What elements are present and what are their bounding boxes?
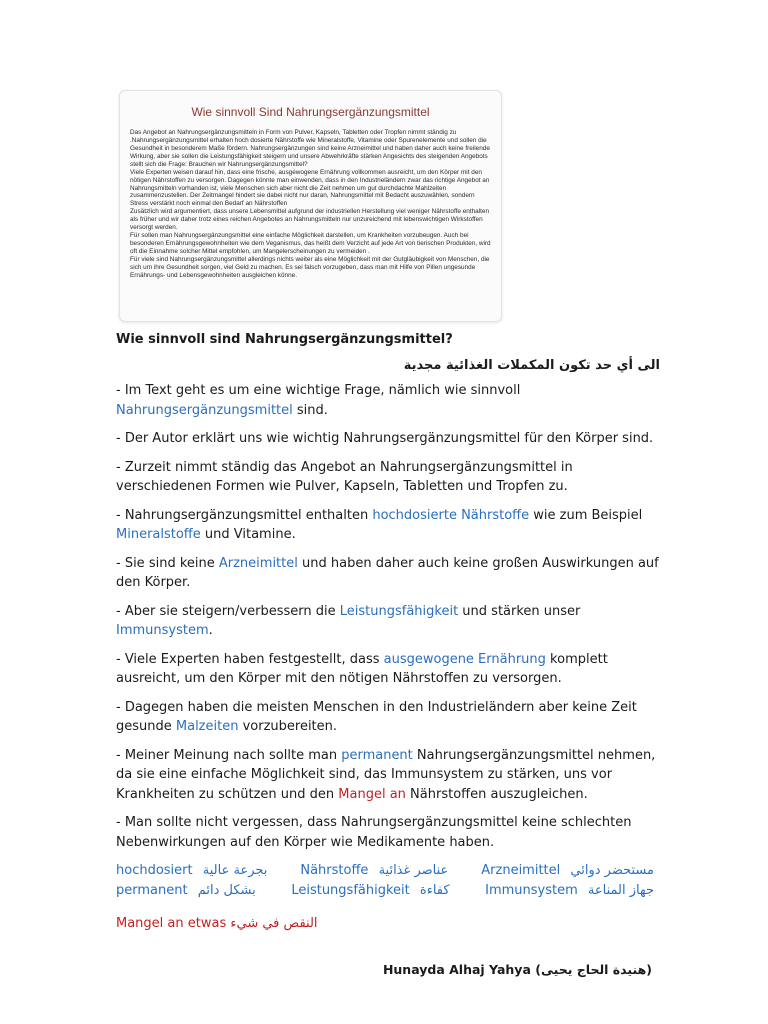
summary-paragraph xyxy=(116,698,660,737)
scan-title: Wie sinnvoll Sind Nahrungsergänzungsmittel xyxy=(191,105,430,119)
author-signature: Hunayda Alhaj Yahya (هنيدة الحاج يحيى) xyxy=(382,962,652,977)
vocabulary-item xyxy=(481,861,660,881)
vocabulary-german: Mangel an etwas xyxy=(116,916,227,931)
document-heading-arabic: الى أي حد تكون المكملات الغذائية مجدية xyxy=(403,357,660,373)
summary-paragraphs xyxy=(116,381,660,852)
scan-paragraph: Für sollen man Nahrungsergänzungsmittel eine einfache Möglichkeit darstellen, um Krankheiten vorzubeugen. Auch bei besonderen Ernährungsgewohnheiten wie dem Veganismus, das heißt dem Verzicht auf jede Art von tierischen Produkten, wird oft die Einnahme solcher Mittel empfohlen, um Mangelerscheinungen zu vermeiden . xyxy=(130,232,491,256)
summary-paragraph xyxy=(116,554,660,593)
highlighted-term: Leistungsfähigkeit xyxy=(339,603,459,619)
paragraph-text: - Man sollte nicht vergessen, dass Nahrungsergänzungsmittel keine schlechten Nebenwirkungen auf den Körper wie Medikamente haben. xyxy=(116,815,632,850)
vocabulary-row xyxy=(116,881,660,901)
paragraph-text: vorzubereiten. xyxy=(238,719,338,734)
summary-paragraph xyxy=(116,429,660,449)
vocabulary-item xyxy=(485,881,660,901)
vocabulary-item xyxy=(116,861,273,881)
vocabulary-row xyxy=(116,861,660,881)
scan-paragraph: Zusätzlich wird argumentiert, dass unsere Lebensmittel aufgrund der industriellen Herstellung viel weniger Nährstoffe enthalten als früher und wir daher trotz eines reichen Angebotes an Nahrungsmitteln nur unzureichend mit lebenswichtigen Wirkstoffen versorgt werden. xyxy=(130,208,490,232)
paragraph-text: . xyxy=(208,623,213,638)
paragraph-text: - Dagegen haben die meisten Menschen in den Industrieländern aber keine Zeit gesunde xyxy=(116,699,637,734)
highlighted-term: Malzeiten xyxy=(175,719,239,734)
highlighted-term: Immunsystem xyxy=(116,623,209,638)
paragraph-text: - Im Text geht es um eine wichtige Frage, nämlich wie sinnvoll xyxy=(116,383,521,398)
vocabulary-german: Nährstoffe xyxy=(300,863,369,878)
summary-paragraph xyxy=(116,506,660,545)
vocabulary-arabic: كفاءة xyxy=(419,882,450,898)
vocabulary-arabic: النقص في شيء xyxy=(230,916,318,931)
vocabulary-list xyxy=(116,861,660,934)
paragraph-text: - Aber sie steigern/verbessern die xyxy=(116,603,340,619)
vocabulary-german: Immunsystem xyxy=(485,882,578,898)
scan-paragraph: Viele Experten weisen darauf hin, dass eine frische, ausgewogene Ernährung vollkommen ausreicht, um den Körper mit den nötigen Nährstoffen zu versorgen. Dagegen könnte man einwenden, dass in den Industrieländern zwar das richtige Angebot an Nahrungsmitteln vorhanden ist, viele Menschen sich aber nicht die Zeit nehmen um gut durchdachte Mahlzeiten zusammenzustellen. Der Zeitmangel hindert sie dabei nicht nur daran, Nahrungsmittel mit Bedacht auszuwählen, sondern Stress verstärkt noch einmal den Bedarf an Nährstoffen xyxy=(130,168,490,208)
document-body xyxy=(116,330,660,934)
vocabulary-arabic: عناصر غذائية xyxy=(378,863,449,878)
paragraph-text: - Meiner Meinung nach sollte man xyxy=(116,747,342,763)
paragraph-text: Nährstoffen auszugleichen. xyxy=(405,786,588,802)
vocabulary-item xyxy=(291,881,455,901)
vocabulary-german: permanent xyxy=(116,882,188,898)
highlighted-term: permanent xyxy=(341,747,413,763)
vocabulary-german: Arzneimittel xyxy=(481,863,561,878)
paragraph-text: - Nahrungsergänzungsmittel enthalten xyxy=(116,507,373,523)
paragraph-text: und stärken unser xyxy=(458,603,581,619)
scan-paragraph: Für viele sind Nahrungsergänzungsmittel allerdings nichts weiter als eine Möglichkeit mit der Gutgläubigkeit von Menschen, die sich um ihre Gesundheit sorgen, viel Geld zu machen. Es sei falsch vorzugeben, dass man mit Hilfe von Pillen ungesunde Ernährungs- und Lebensgewohnheiten ausgleichen könne. xyxy=(130,256,490,280)
scan-body xyxy=(130,129,492,280)
highlighted-term: hochdosierte Nährstoffe xyxy=(372,507,530,523)
paragraph-text: sind. xyxy=(292,402,328,418)
paragraph-text: - Der Autor erklärt uns wie wichtig Nahrungsergänzungsmittel für den Körper sind. xyxy=(116,431,654,446)
paragraph-text: - Sie sind keine xyxy=(116,555,219,571)
summary-paragraph xyxy=(116,381,660,420)
summary-paragraph xyxy=(116,458,660,497)
vocabulary-arabic: بجرعة عالية xyxy=(202,863,268,878)
paragraph-text: - Zurzeit nimmt ständig das Angebot an Nahrungsergänzungsmittel in verschiedenen Formen wie Pulver, Kapseln, Tabletten und Tropfen zu. xyxy=(116,459,573,494)
summary-paragraph xyxy=(116,813,660,852)
vocabulary-item xyxy=(116,881,262,901)
highlighted-term: Nahrungsergänzungsmittel xyxy=(116,402,293,418)
paragraph-text: - Viele Experten haben festgestellt, dass xyxy=(116,651,384,667)
summary-paragraph xyxy=(116,602,660,641)
paragraph-text: und haben daher auch keine großen Auswirkungen auf den Körper. xyxy=(116,555,659,590)
vocabulary-arabic: مستحضر دوائي xyxy=(570,863,654,878)
highlighted-term: ausgewogene Ernährung xyxy=(383,651,546,667)
summary-paragraph xyxy=(116,650,660,689)
paragraph-text: wie zum Beispiel xyxy=(529,507,643,523)
highlighted-term: Arzneimittel xyxy=(218,555,298,571)
document-heading: Wie sinnvoll sind Nahrungsergänzungsmittel? xyxy=(116,332,453,347)
paragraph-text: und Vitamine. xyxy=(200,527,296,542)
paragraph-text: Nahrungsergänzungsmittel nehmen, da sie eine einfache Möglichkeit sind, das Immunsystem zu stärken, uns vor Krankheiten zu schützen und den xyxy=(116,747,656,802)
vocabulary-arabic: جهاز المناعة xyxy=(587,882,654,898)
scanned-article-image xyxy=(119,90,502,322)
vocabulary-german: hochdosiert xyxy=(116,863,193,878)
vocabulary-arabic: بشكل دائم xyxy=(197,882,256,898)
vocabulary-item xyxy=(300,861,454,881)
summary-paragraph xyxy=(116,746,660,805)
vocabulary-german: Leistungsfähigkeit xyxy=(291,882,410,898)
scan-paragraph: Das Angebot an Nahrungsergänzungsmitteln in Form von Pulver, Kapseln, Tabletten oder Tropfen nimmt ständig zu .Nahrungsergänzungsmittel erhalten hoch dosierte Nährstoffe wie Mineralstoffe, Vitamine oder Spurenelemente und sollen die Gesundheit in besonderem Maße fördern. Nahrungsergänzungen sind keine Arzneimittel und haben daher auch keine freilende Wirkung, aber sie sollen die Leistungsfähigkeit steigern und unsere Abwehrkräfte stärken Angesichts des steigenden Angebots stellt sich die Frage: Brauchen wir Nahrungsergänzungsmittel? xyxy=(130,129,490,168)
vocabulary-item-highlight xyxy=(116,914,660,934)
highlighted-term: Mineralstoffe xyxy=(116,527,201,542)
paragraph-text: komplett ausreicht, um den Körper mit den nötigen Nährstoffen zu versorgen. xyxy=(116,651,608,686)
highlighted-term: Mangel an xyxy=(338,786,406,802)
